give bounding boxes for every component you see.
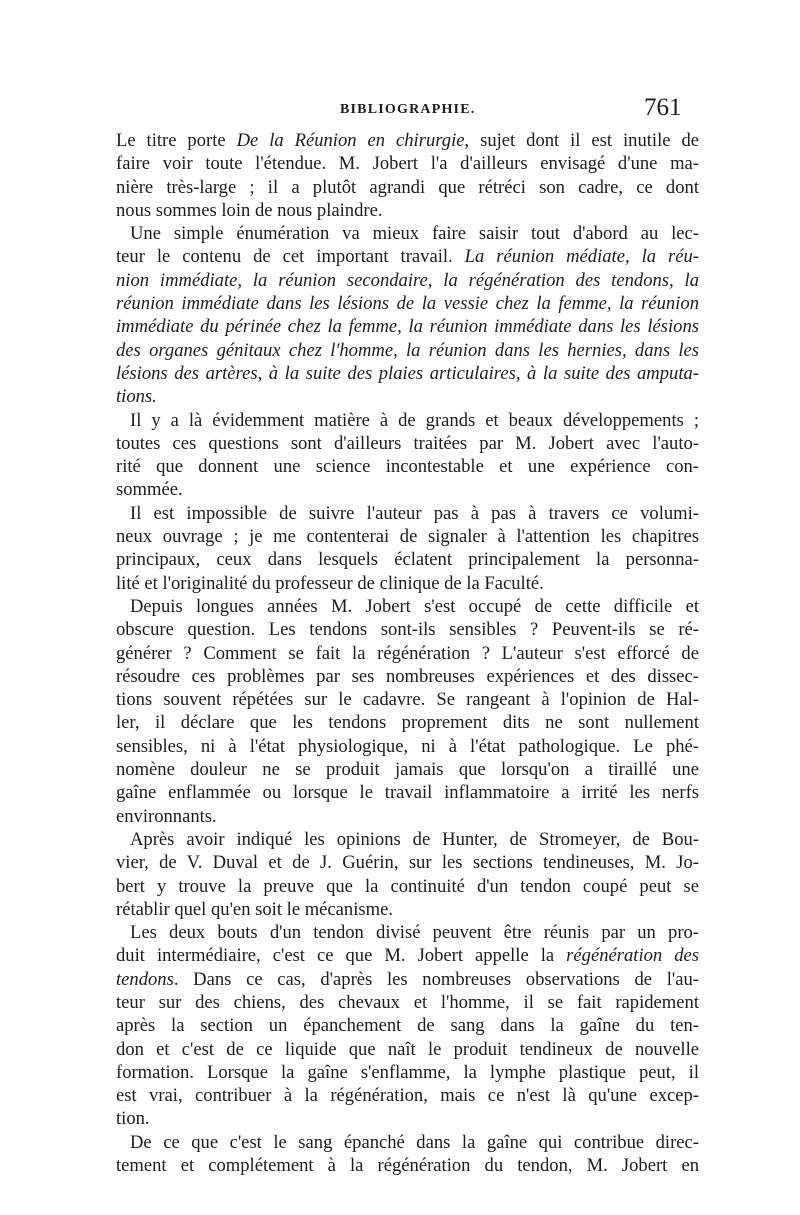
text-line bbox=[116, 525, 699, 548]
text-run: vier, de V. Duval et de J. Guérin, sur les sections tendineuses, M. Jo- bbox=[116, 852, 699, 874]
text-line bbox=[116, 1107, 699, 1130]
text-line bbox=[116, 572, 699, 595]
text-run: , sujet dont il est inutile de bbox=[464, 130, 699, 151]
text-run: générer ? Comment se fait la régénération ? L'auteur s'est efforcé de bbox=[116, 642, 699, 664]
paragraph bbox=[116, 828, 699, 921]
text-run: rétablir quel qu'en soit le mécanisme. bbox=[116, 898, 393, 920]
text-line bbox=[116, 758, 699, 781]
text-line bbox=[116, 642, 699, 665]
text-run: bert y trouve la preuve que la continuité d'un tendon coupé peut se bbox=[116, 875, 699, 897]
text-line bbox=[116, 898, 699, 921]
text-run: . Dans ce cas, d'après les nombreuses observations de l'au- bbox=[173, 968, 699, 990]
text-run: principaux, ceux dans lesquels éclatent principalement la personna- bbox=[116, 549, 699, 571]
text-line bbox=[116, 968, 699, 991]
text-line bbox=[116, 478, 699, 501]
paragraph bbox=[116, 1131, 699, 1178]
text-line bbox=[116, 1061, 699, 1084]
text-run: De ce que c'est le sang épanché dans la gaîne qui contribue direc- bbox=[130, 1131, 699, 1153]
text-run: environnants. bbox=[116, 805, 217, 827]
page-header bbox=[0, 94, 800, 128]
text-line bbox=[116, 176, 699, 199]
text-line bbox=[116, 735, 699, 758]
text-line bbox=[116, 875, 699, 898]
text-run: duit intermédiaire, c'est ce que M. Jobert appelle la bbox=[116, 945, 567, 967]
text-line bbox=[116, 222, 699, 245]
text-line bbox=[116, 548, 699, 571]
text-run: sommée. bbox=[116, 479, 183, 501]
text-run: nière très-large ; il a plutôt agrandi que rétréci son cadre, ce dont bbox=[116, 176, 699, 198]
body-text bbox=[116, 129, 699, 1177]
text-line bbox=[116, 665, 699, 688]
text-line bbox=[116, 129, 699, 152]
text-line bbox=[116, 339, 699, 362]
text-line bbox=[116, 1014, 699, 1037]
italic-text: tendons bbox=[116, 968, 174, 990]
text-line bbox=[116, 781, 699, 804]
text-line bbox=[116, 409, 699, 432]
text-run: don et c'est de ce liquide que naît le produit tendineux de nouvelle bbox=[116, 1038, 699, 1060]
running-title: BIBLIOGRAPHIE. bbox=[340, 102, 476, 117]
text-run: tions souvent répétées sur le cadavre. Se rangeant à l'opinion de Hal- bbox=[116, 689, 699, 711]
paragraph bbox=[116, 595, 699, 828]
italic-text: des organes génitaux chez l'homme, la réunion dans les hernies, dans les bbox=[116, 339, 699, 361]
text-run: teur sur des chiens, des chevaux et l'homme, il se fait rapidement bbox=[116, 991, 699, 1013]
paragraph bbox=[116, 222, 699, 408]
italic-text: tions. bbox=[116, 386, 157, 408]
paragraph bbox=[116, 409, 699, 502]
text-line bbox=[116, 432, 699, 455]
italic-text: réunion immédiate dans les lésions de la vessie chez la femme, la réunion bbox=[116, 293, 699, 315]
text-run: Depuis longues années M. Jobert s'est occupé de cette difficile et bbox=[130, 595, 699, 617]
text-line bbox=[116, 618, 699, 641]
text-run: faire voir toute l'étendue. M. Jobert l'a d'ailleurs envisagé d'une ma- bbox=[116, 153, 699, 175]
text-line bbox=[116, 851, 699, 874]
text-line bbox=[116, 362, 699, 385]
text-run: Il est impossible de suivre l'auteur pas à pas à travers ce volumi- bbox=[130, 502, 699, 524]
text-line bbox=[116, 455, 699, 478]
text-run: formation. Lorsque la gaîne s'enflamme, la lymphe plastique peut, il bbox=[116, 1061, 699, 1083]
italic-text: régénération des bbox=[566, 945, 699, 967]
text-line bbox=[116, 944, 699, 967]
text-run: Après avoir indiqué les opinions de Hunter, de Stromeyer, de Bou- bbox=[130, 828, 699, 850]
text-run: sensibles, ni à l'état physiologique, ni à l'état pathologique. Le phé- bbox=[116, 735, 699, 757]
text-run: est vrai, contribuer à la régénération, mais ce n'est là qu'une excep- bbox=[116, 1085, 699, 1107]
paragraph bbox=[116, 129, 699, 222]
italic-text: immédiate du périnée chez la femme, la réunion immédiate dans les lésions bbox=[116, 316, 699, 338]
text-run: nous sommes loin de nous plaindre. bbox=[116, 199, 383, 221]
text-line bbox=[116, 245, 699, 268]
text-line bbox=[116, 152, 699, 175]
paragraph bbox=[116, 921, 699, 1131]
text-line bbox=[116, 315, 699, 338]
text-line bbox=[116, 711, 699, 734]
text-line bbox=[116, 991, 699, 1014]
text-run: teur le contenu de cet important travail. bbox=[116, 246, 465, 268]
text-line bbox=[116, 385, 699, 408]
italic-text: lésions des artères, à la suite des plaies articulaires, à la suite des amputa- bbox=[116, 362, 699, 384]
text-line bbox=[116, 828, 699, 851]
italic-text: De la Réunion en chirurgie bbox=[236, 130, 465, 151]
text-run: neux ouvrage ; je me contenterai de signaler à l'attention les chapitres bbox=[116, 526, 699, 548]
text-run: Une simple énumération va mieux faire saisir tout d'abord au lec- bbox=[130, 223, 699, 245]
text-line bbox=[116, 292, 699, 315]
italic-text: La réunion médiate, la réu- bbox=[464, 246, 699, 268]
italic-text: nion immédiate, la réunion secondaire, la régénération des tendons, la bbox=[116, 269, 699, 291]
text-line bbox=[116, 805, 699, 828]
text-run: rité que donnent une science incontestable et une expérience con- bbox=[116, 456, 699, 478]
text-line bbox=[116, 1131, 699, 1154]
text-line bbox=[116, 502, 699, 525]
text-run: après la section un épanchement de sang dans la gaîne du ten- bbox=[116, 1015, 699, 1037]
text-line bbox=[116, 1084, 699, 1107]
text-line bbox=[116, 1154, 699, 1177]
text-run: obscure question. Les tendons sont-ils sensibles ? Peuvent-ils se ré- bbox=[116, 619, 699, 641]
text-run: gaîne enflammée ou lorsque le travail inflammatoire a irrité les nerfs bbox=[116, 782, 699, 804]
text-run: ler, il déclare que les tendons proprement dits ne sont nullement bbox=[116, 712, 699, 734]
text-run: Le titre porte bbox=[116, 130, 237, 151]
text-line bbox=[116, 269, 699, 292]
text-run: toutes ces questions sont d'ailleurs traitées par M. Jobert avec l'auto- bbox=[116, 432, 699, 454]
text-line bbox=[116, 595, 699, 618]
text-run: Il y a là évidemment matière à de grands et beaux développements ; bbox=[130, 409, 699, 431]
text-run: nomène douleur ne se produit jamais que lorsqu'on a tiraillé une bbox=[116, 759, 699, 781]
text-line bbox=[116, 199, 699, 222]
page-number: 761 bbox=[644, 94, 682, 121]
text-run: tement et complétement à la régénération du tendon, M. Jobert en bbox=[116, 1155, 699, 1177]
text-line bbox=[116, 1038, 699, 1061]
text-run: lité et l'originalité du professeur de clinique de la Faculté. bbox=[116, 572, 544, 594]
text-run: Les deux bouts d'un tendon divisé peuvent être réunis par un pro- bbox=[130, 922, 699, 944]
text-run: résoudre ces problèmes par ses nombreuses expériences et des dissec- bbox=[116, 665, 699, 687]
text-run: tion. bbox=[116, 1108, 150, 1130]
paragraph bbox=[116, 502, 699, 595]
text-line bbox=[116, 921, 699, 944]
text-line bbox=[116, 688, 699, 711]
